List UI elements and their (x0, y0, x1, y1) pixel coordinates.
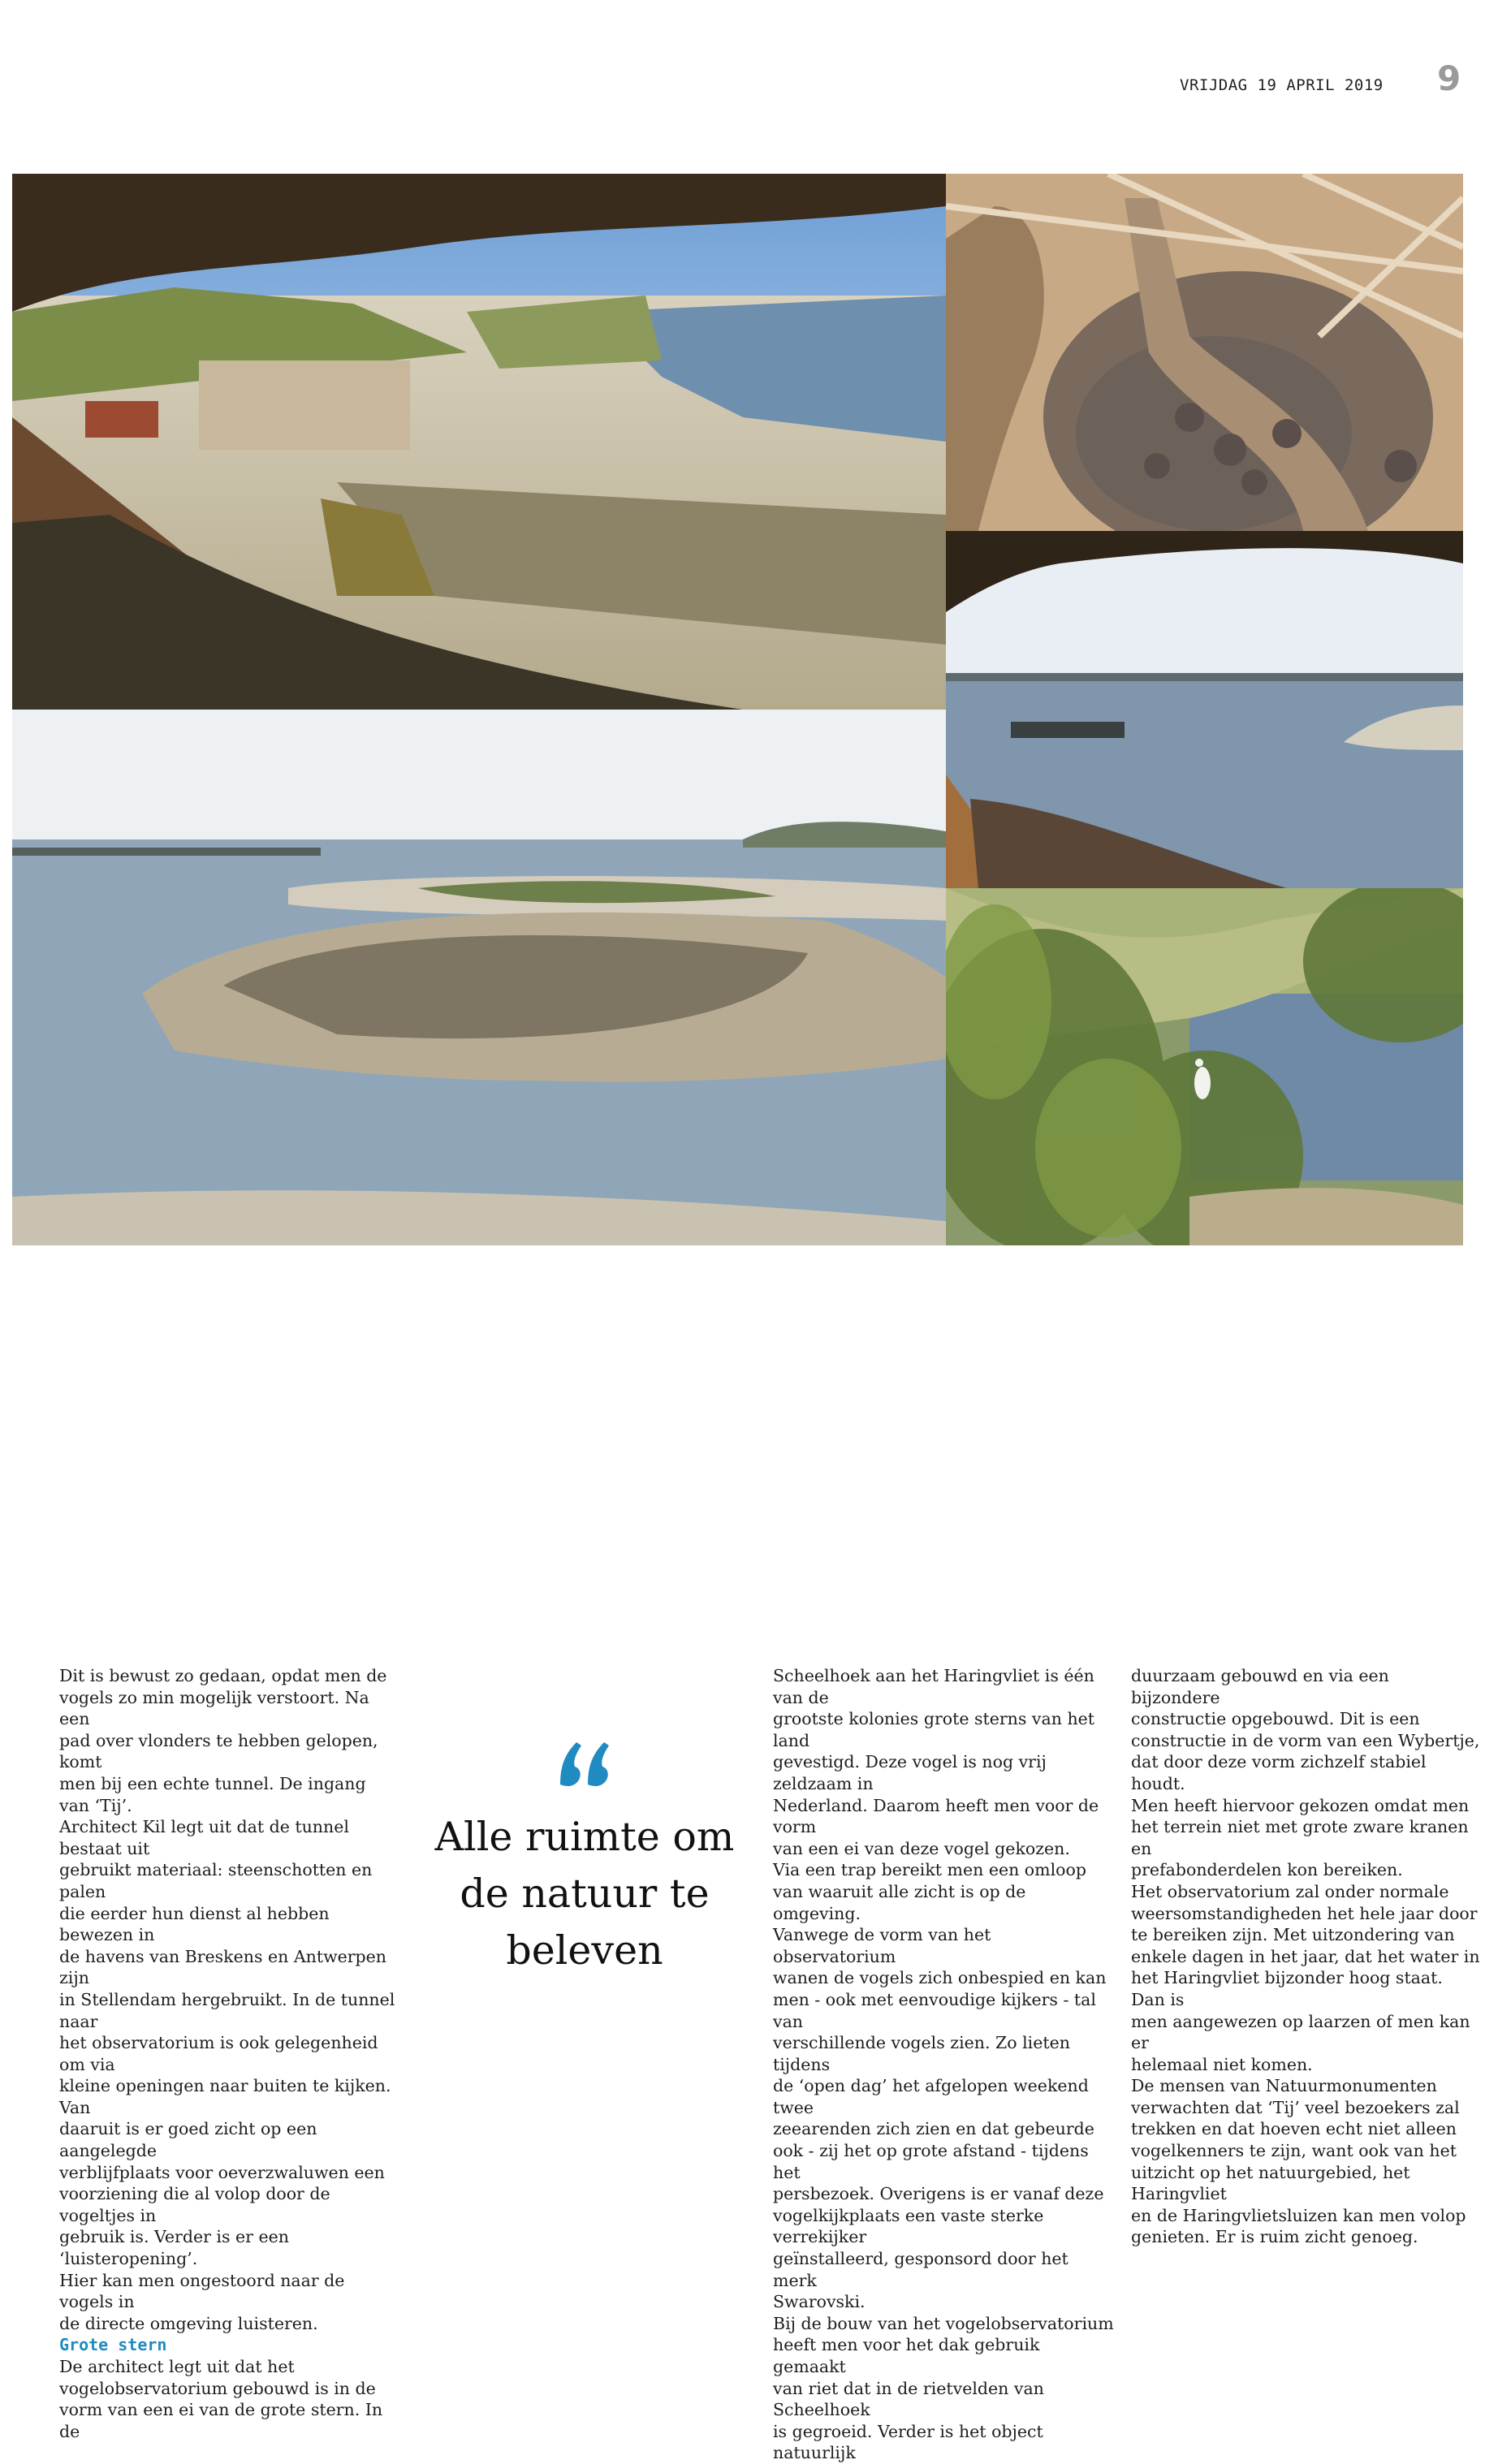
paragraph-line: Vanwege de vorm van het observatorium (773, 1925, 991, 1966)
paragraph-line: men aangewezen op laarzen of men kan er (1131, 2011, 1470, 2053)
paragraph-line: vogelkijkplaats een vaste sterke verrekijker (773, 2205, 1044, 2247)
paragraph-line: men bij een echte tunnel. De ingang van ‘Tij’. (59, 1773, 366, 1815)
paragraph-line: voorziening die al volop door de vogeltjes in (59, 2184, 330, 2225)
paragraph-line: van riet dat in de rietvelden van Scheelhoek (773, 2378, 1044, 2420)
paragraph-line: van een ei van deze vogel gekozen. (773, 1838, 1070, 1858)
paragraph-line: genieten. Er is ruim zicht genoeg. (1131, 2227, 1418, 2247)
paragraph-line: Bij de bouw van het vogelobservatorium (773, 2313, 1114, 2333)
paragraph-line: De mensen van Natuurmonumenten (1131, 2076, 1437, 2096)
paragraph-line: en de Haringvlietsluizen kan men volop (1131, 2205, 1466, 2225)
paragraph-line: in Stellendam hergebruikt. In de tunnel naar (59, 1989, 395, 2031)
paragraph-line: vogels zo min mogelijk verstoort. Na een (59, 1687, 369, 1729)
paragraph-line: is gegroeid. Verder is het object natuurlijk (773, 2421, 1043, 2463)
subheading: Grote stern (59, 2335, 167, 2355)
paragraph-line: Swarovski. (773, 2292, 866, 2312)
paragraph-line: de havens van Breskens en Antwerpen zijn (59, 1946, 387, 1988)
paragraph-line: persbezoek. Overigens is er vanaf deze (773, 2184, 1104, 2204)
paragraph-line: heeft men voor het dak gebruik gemaakt (773, 2335, 1040, 2376)
paragraph-line: Dit is bewust zo gedaan, opdat men de (59, 1666, 387, 1685)
paragraph-line: men - ook met eenvoudige kijkers - tal van (773, 1989, 1096, 2031)
paragraph-line: pad over vlonders te hebben gelopen, komt (59, 1730, 378, 1772)
photo-sandbanks (12, 710, 946, 1245)
paragraph-line: vorm van een ei van de grote stern. In de (59, 2400, 383, 2441)
paragraph-line: duurzaam gebouwd en via een bijzondere (1131, 1666, 1389, 1707)
paragraph-line: Het observatorium zal onder normale (1131, 1881, 1449, 1901)
paragraph-line: de directe omgeving luisteren. (59, 2313, 318, 2333)
paragraph-line: geïnstalleerd, gesponsord door het merk (773, 2249, 1068, 2290)
quote-mark-icon (557, 1737, 611, 1786)
paragraph-line: De architect legt uit dat het (59, 2357, 295, 2376)
text-column-1 (59, 1665, 400, 2442)
paragraph-line: wanen de vogels zich onbespied en kan (773, 1968, 1107, 1988)
paragraph-line: daaruit is er goed zicht op een aangelegde (59, 2119, 317, 2161)
paragraph-line: constructie opgebouwd. Dit is een (1131, 1709, 1420, 1729)
paragraph-line: uitzicht op het natuurgebied, het Haringvliet (1131, 2162, 1410, 2204)
paragraph-line: het observatorium is ook gelegenheid om via (59, 2033, 378, 2074)
paragraph-line: gebruik is. Verder is er een ‘luisteropening’. (59, 2227, 289, 2269)
pull-quote-line: de natuur te (460, 1871, 710, 1917)
paragraph-line: Architect Kil legt uit dat de tunnel bestaat uit (59, 1817, 349, 1858)
paragraph-line: de ‘open dag’ het afgelopen weekend twee (773, 2076, 1089, 2117)
photo-tunnel-view (12, 174, 946, 710)
paragraph-line: Hier kan men ongestoord naar de vogels in (59, 2270, 345, 2312)
paragraph-line: verwachten dat ‘Tij’ veel bezoekers zal (1131, 2097, 1460, 2117)
photo-water-raft (946, 531, 1463, 888)
paragraph-line: Scheelhoek aan het Haringvliet is één van de (773, 1666, 1094, 1707)
paragraph-line: ook - zij het op grote afstand - tijdens het (773, 2141, 1089, 2182)
page-number: 9 (1437, 58, 1461, 98)
pull-quote-line: Alle ruimte om (434, 1814, 735, 1860)
photo-egret (946, 888, 1463, 1245)
paragraph-line: zeearenden zich zien en dat gebeurde (773, 2119, 1094, 2139)
paragraph-line: Men heeft hiervoor gekozen omdat men (1131, 1795, 1470, 1815)
text-column-4 (1131, 1665, 1480, 2248)
paragraph-line: prefabonderdelen kon bereiken. (1131, 1860, 1403, 1880)
pull-quote-line: beleven (506, 1927, 663, 1974)
photo-icon (946, 888, 1463, 1245)
paragraph-line: gebruikt materiaal: steenschotten en palen (59, 1860, 373, 1901)
photo-staircase (946, 174, 1463, 531)
paragraph-line: trekken en dat hoeven echt niet alleen (1131, 2119, 1457, 2139)
paragraph-line: kleine openingen naar buiten te kijken. Van (59, 2076, 391, 2117)
issue-date: VRIJDAG 19 APRIL 2019 (1180, 76, 1384, 94)
paragraph-line: weersomstandigheden het hele jaar door (1131, 1903, 1478, 1923)
paragraph-line: dat door deze vorm zichzelf stabiel houdt. (1131, 1752, 1427, 1793)
paragraph-line: Nederland. Daarom heeft men voor de vorm (773, 1795, 1099, 1837)
paragraph-line: enkele dagen in het jaar, dat het water in (1131, 1946, 1480, 1966)
pull-quote (406, 1809, 763, 1979)
text-column-3 (773, 1665, 1114, 2464)
paragraph-line: het Haringvliet bijzonder hoog staat. Dan is (1131, 1968, 1443, 2009)
paragraph-line: van waaruit alle zicht is op de omgeving. (773, 1881, 1026, 1923)
paragraph-line: te bereiken zijn. Met uitzondering van (1131, 1925, 1455, 1945)
paragraph-line: grootste kolonies grote sterns van het land (773, 1709, 1095, 1750)
paragraph-line: helemaal niet komen. (1131, 2054, 1313, 2074)
photo-icon (946, 531, 1463, 888)
paragraph-line: vogelkenners te zijn, want ook van het (1131, 2141, 1457, 2161)
paragraph-line: Via een trap bereikt men een omloop (773, 1860, 1086, 1880)
photo-icon (12, 710, 946, 1245)
paragraph-line: constructie in de vorm van een Wybertje, (1131, 1730, 1480, 1750)
photo-icon (12, 174, 946, 710)
paragraph-line: die eerder hun dienst al hebben bewezen in (59, 1903, 330, 1945)
paragraph-line: verschillende vogels zien. Zo lieten tijdens (773, 2033, 1070, 2074)
paragraph-line: het terrein niet met grote zware kranen en (1131, 1817, 1469, 1858)
paragraph-line: verblijfplaats voor oeverzwaluwen een (59, 2162, 385, 2182)
photo-icon (946, 174, 1463, 531)
paragraph-line: vogelobservatorium gebouwd is in de (59, 2378, 376, 2398)
paragraph-line: gevestigd. Deze vogel is nog vrij zeldzaam in (773, 1752, 1047, 1793)
